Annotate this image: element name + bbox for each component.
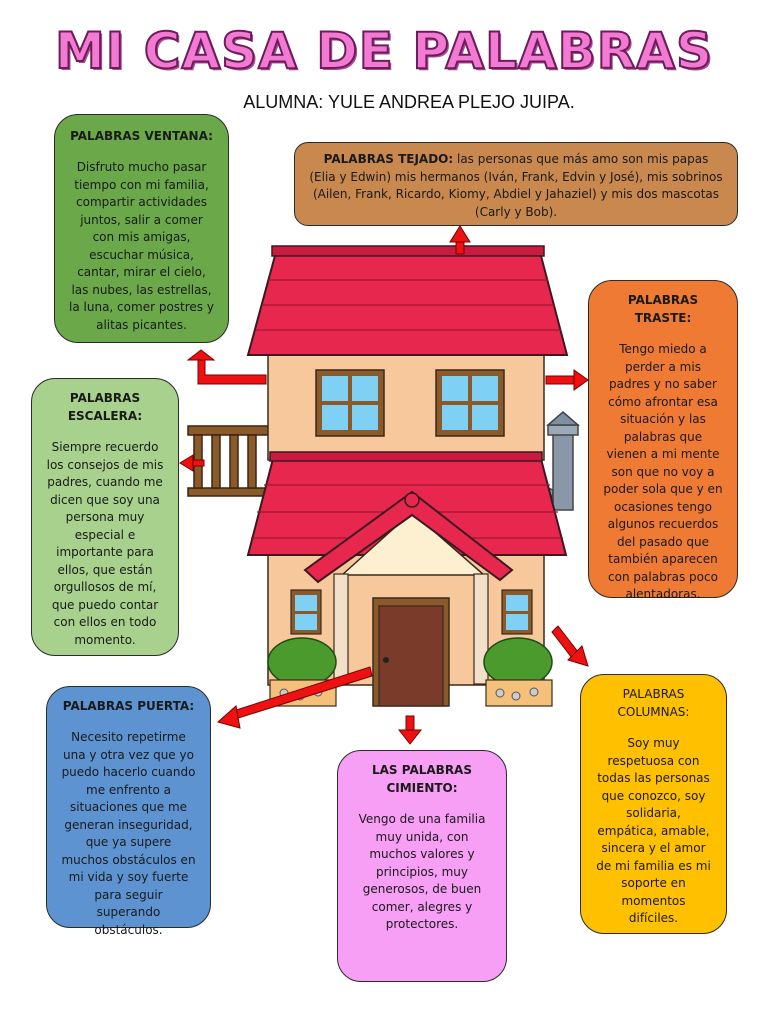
lower-window-right-icon [502, 590, 532, 634]
box-palabras-escalera [31, 378, 179, 656]
columnas-label: PALABRAS COLUMNAS: [617, 687, 690, 719]
arrow-down-right-columnas-icon [552, 626, 588, 666]
columnas-text: Soy muy respetuosa con todas las personas que conozco, soy solidaria, empática, amable, sincera y el amor de mi familia es mi soporte en momentos difíciles. [596, 736, 711, 925]
cimiento-label: LAS PALABRAS CIMIENTO: [372, 763, 472, 795]
author-line: ALUMNA: YULE ANDREA PLEJO JUIPA. [243, 92, 575, 112]
box-palabras-puerta [46, 686, 211, 937]
puerta-label: PALABRAS PUERTA: [62, 699, 195, 713]
arrow-down-cimiento-icon [399, 716, 421, 744]
tejado-label: PALABRAS TEJADO: [323, 152, 454, 166]
bush-right-icon [484, 638, 552, 706]
arrow-right-traste-icon [546, 370, 588, 390]
box-palabras-traste [588, 280, 738, 601]
ventana-label: PALABRAS VENTANA: [70, 129, 213, 143]
lower-window-left-icon [291, 590, 321, 634]
box-palabras-tejado [294, 142, 738, 226]
escalera-text: Siempre recuerdo los consejos de mis padres, cuando me dicen que soy una persona muy especial e importante para ellos, que están orgullosos de mí, que puedo contar con ellos en todo momento. [46, 440, 164, 647]
tejado-text: las personas que más amo son mis papas (Elia y Edwin) mis hermanos (Iván, Frank, Edvin y José), mis sobrinos (Ailen, Frank, Ricardo, Kiomy, Abdiel y Jahaziel) y mis dos mascotas (Carly y Bob). [309, 152, 723, 219]
page-title: MI CASA DE PALABRAS [55, 22, 713, 80]
upper-roof [248, 252, 567, 355]
escalera-label: PALABRAS ESCALERA: [67, 391, 143, 423]
box-palabras-columnas [580, 674, 727, 934]
cimiento-text: Vengo de una familia muy unida, con muchos valores y principios, muy generosos, de buen comer, alegres y protectores. [358, 812, 486, 931]
puerta-text: Necesito repetirme una y otra vez que yo puedo hacerlo cuando me enfrento a situaciones que me generan inseguridad, que ya supere muchos obstáculos en mi vida y soy fuerte para seguir superando obstáculos. [61, 730, 196, 937]
traste-label: PALABRAS TRASTE: [627, 293, 699, 325]
door-icon [373, 598, 449, 706]
traste-text: Tengo miedo a perder a mis padres y no saber cómo afrontar esa situación y las palabras que vienen a mi mente son que no voy a poder sola que y en ocasiones tengo algunos recuerdos del pasado que también aparecen con palabras poco alentadoras. [603, 342, 723, 601]
upper-window-left-icon [316, 370, 384, 436]
upper-window-right-icon [436, 370, 504, 436]
box-palabras-ventana [54, 114, 229, 343]
ventana-text: Disfruto mucho pasar tiempo con mi familia, compartir actividades juntos, salir a comer con mis amigas, escuchar música, cantar, mirar el cielo, las nubes, las estrellas, la luna, comer postres y alitas picantes. [69, 160, 214, 332]
box-palabras-cimiento [337, 750, 507, 982]
